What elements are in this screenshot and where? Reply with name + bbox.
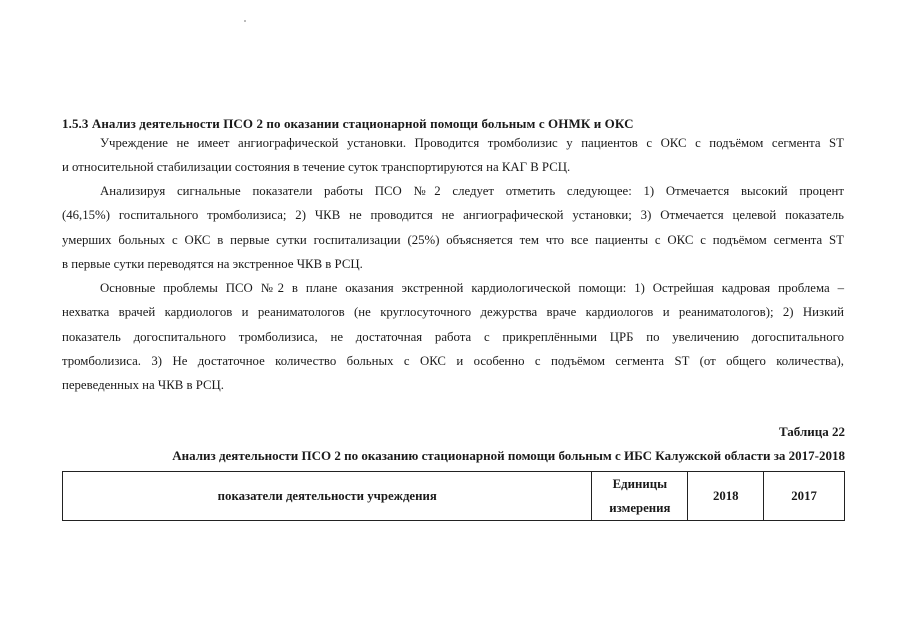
paragraph-2 <box>62 179 844 276</box>
data-table <box>62 471 845 521</box>
paragraph-line: и относительной стабилизации состояния в течение суток транспортируются на КАГ В РСЦ. <box>62 160 571 175</box>
header-indicator: показатели деятельности учреждения <box>63 472 592 521</box>
header-year-2017: 2017 <box>764 472 845 521</box>
header-unit <box>592 472 688 521</box>
header-unit-line2: измерения <box>609 501 671 515</box>
scan-speck <box>244 20 246 22</box>
paragraph-line: переведенных на ЧКВ в РСЦ. <box>62 378 224 393</box>
paragraph-line: Основные проблемы ПСО №2 в плане оказания экстренной кардиологической помощи: 1) Острейшая кадровая проблема – <box>100 281 844 295</box>
paragraph-line: показатель догоспитального тромболизиса, не достаточная работа с прикреплёнными ЦРБ по увеличению догоспитального <box>62 329 844 344</box>
paragraph-line: тромболизиса. 3) Не достаточное количество больных с ОКС и особенно с подъёмом сегмента ST (от общего количества), <box>62 353 844 368</box>
paragraph-1 <box>62 131 844 180</box>
paragraph-line: (46,15%) госпитального тромболизиса; 2) ЧКВ не проводится не ангиографической установки; 3) Отмечается целевой показатель <box>62 208 844 223</box>
table-number: Таблица 22 <box>778 424 845 439</box>
paragraph-line: нехватка врачей кардиологов и реаниматологов (не круглосуточного дежурства враче кардиологов и реаниматологов); 2) Низкий <box>62 305 844 320</box>
header-unit-line1: Единицы <box>612 477 668 491</box>
paragraph-line: Учреждение не имеет ангиографической установки. Проводится тромболизис у пациентов с ОКС с подъёмом сегмента ST <box>100 136 844 150</box>
paragraph-3 <box>62 276 844 397</box>
table-title: Анализ деятельности ПСО 2 по оказанию стационарной помощи больным с ИБС Калужской области за 2017-2018 <box>172 448 845 463</box>
section-heading: 1.5.3 Анализ деятельности ПСО 2 по оказании стационарной помощи больным с ОНМК и ОКС <box>62 116 634 131</box>
paragraph-line: в первые сутки переводятся на экстренное ЧКВ в РСЦ. <box>62 256 363 271</box>
table-header-row <box>63 472 845 521</box>
paragraph-line: умерших больных с ОКС в первые сутки госпитализации (25%) объясняется тем что все пациенты с ОКС с подъёмом сегмента ST <box>62 232 844 247</box>
paragraph-line: Анализируя сигнальные показатели работы ПСО №2 следует отметить следующее: 1) Отмечается высокий процент <box>100 184 844 198</box>
header-year-2018: 2018 <box>688 472 764 521</box>
